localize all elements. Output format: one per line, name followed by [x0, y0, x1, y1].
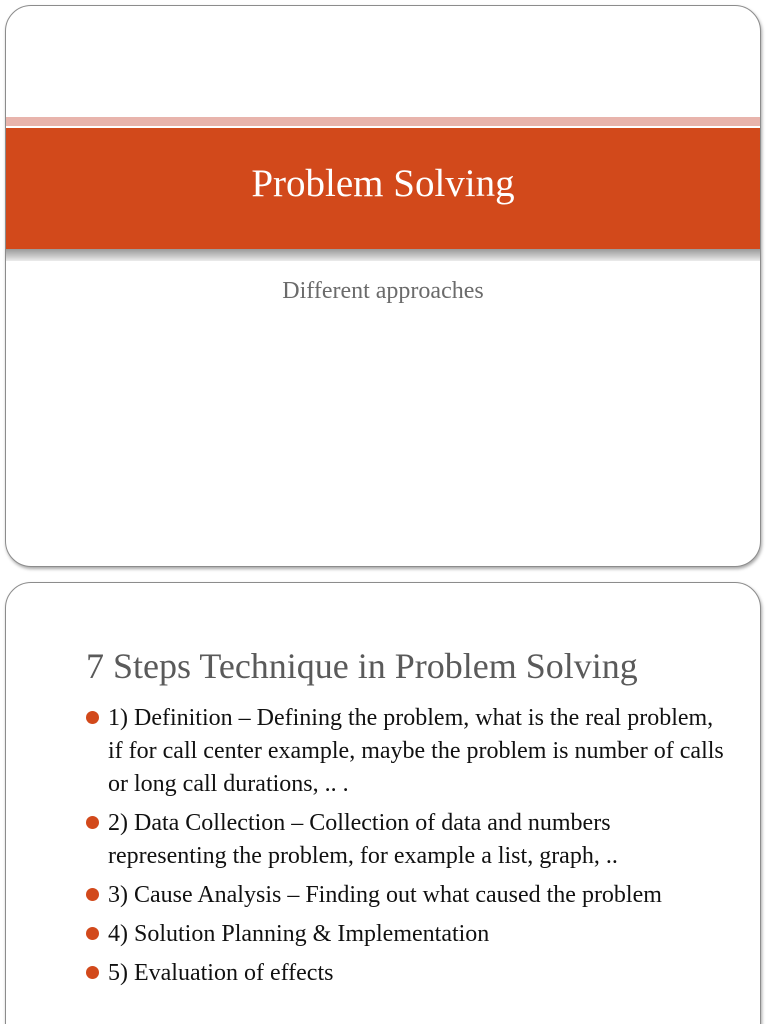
steps-bullet-list	[84, 702, 724, 996]
list-item	[84, 918, 724, 951]
slide-subtitle: Different approaches	[282, 278, 484, 304]
list-item	[84, 879, 724, 912]
slide-title: Problem Solving	[251, 162, 515, 205]
title-band-shadow	[6, 249, 760, 261]
title-band	[6, 128, 760, 249]
content-slide	[5, 582, 761, 1024]
bullet-dot-icon	[86, 888, 99, 901]
bullet-text: 3) Cause Analysis – Finding out what caused the problem	[108, 882, 662, 908]
bullet-text: 5) Evaluation of effects	[108, 960, 334, 986]
bullet-dot-icon	[86, 711, 99, 724]
list-item	[84, 807, 724, 873]
bullet-dot-icon	[86, 966, 99, 979]
title-slide	[5, 5, 761, 567]
list-item	[84, 702, 724, 801]
bullet-text: 4) Solution Planning & Implementation	[108, 921, 490, 947]
bullet-dot-icon	[86, 927, 99, 940]
bullet-text: 1) Definition – Defining the problem, what is the real problem, if for call center example, maybe the problem is number of calls or long call durations, .. .	[108, 705, 724, 797]
title-band-top-stripe	[6, 117, 760, 126]
list-item	[84, 957, 724, 990]
content-slide-title: 7 Steps Technique in Problem Solving	[86, 646, 638, 686]
bullet-text: 2) Data Collection – Collection of data and numbers representing the problem, for example a list, graph, ..	[108, 810, 618, 869]
bullet-dot-icon	[86, 816, 99, 829]
